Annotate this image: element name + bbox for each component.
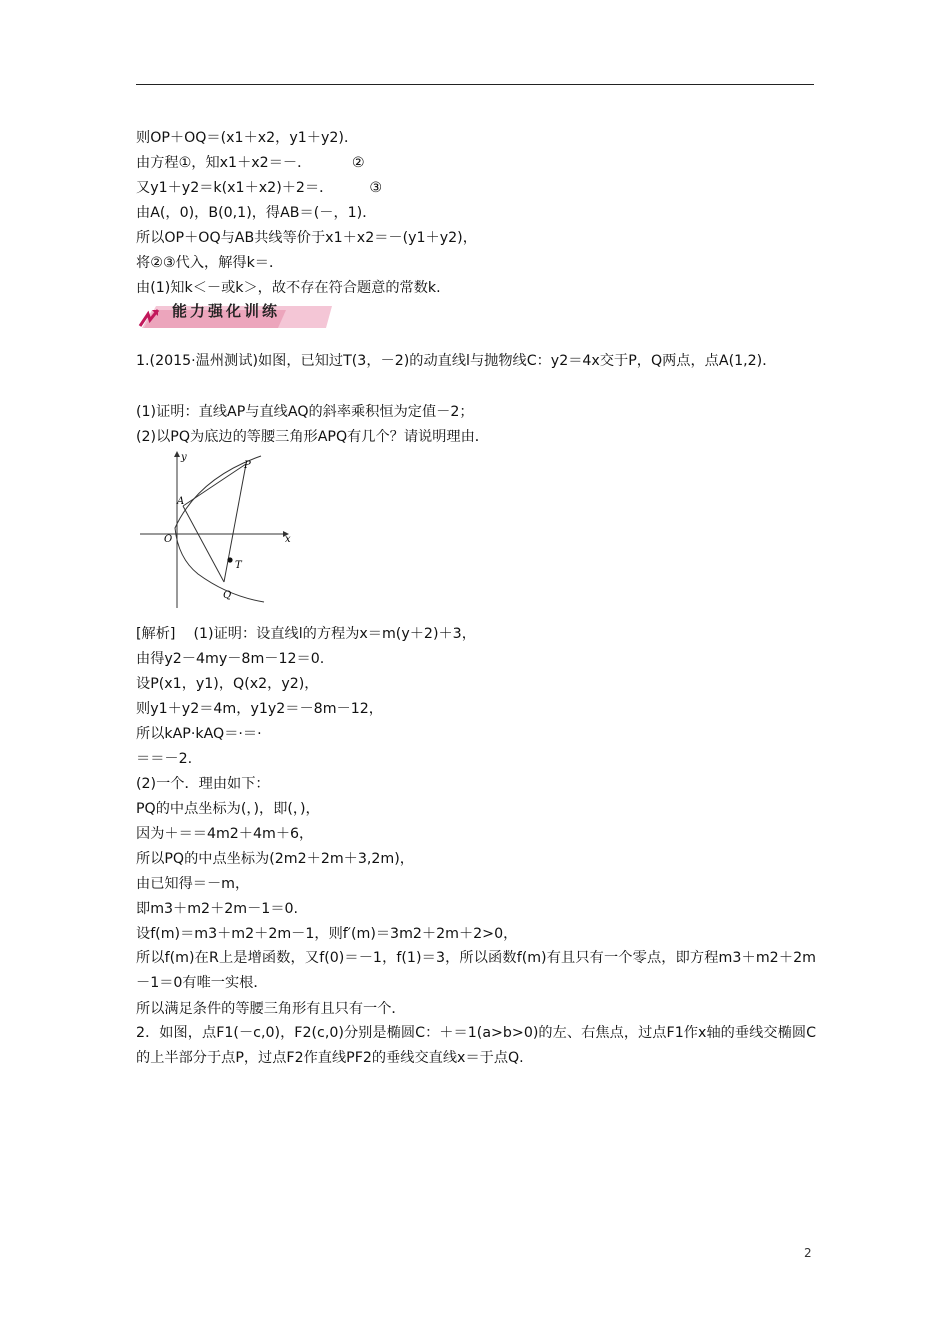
solution-line: 由已知得＝－m， (136, 876, 250, 892)
text-line: 所以OP＋OQ与AB共线等价于x1＋x2＝－(y1＋y2)， (136, 230, 477, 246)
solution-line: ＝＝－2. (136, 751, 193, 767)
solution-line: 设f(m)＝m3＋m2＋2m－1，则f′(m)＝3m2＋2m＋2>0， (136, 926, 518, 942)
point-label-A: A (177, 496, 185, 507)
solution-line: 设P(x1，y1)，Q(x2，y2)， (136, 676, 319, 692)
solution-line: 因为＋＝＝4m2＋4m＋6， (136, 826, 314, 842)
axis-label-y: y (181, 452, 187, 463)
problem-1-q2: (2)以PQ为底边的等腰三角形APQ有几个？请说明理由． (136, 429, 489, 445)
text-line: 将②③代入，解得k＝． (136, 255, 284, 271)
axis-label-x: x (285, 534, 291, 545)
point-label-O: O (164, 534, 173, 545)
point-label-T: T (235, 560, 242, 571)
problem-1-intro: 1.(2015·温州测试)如图，已知过T(3，－2)的动直线l与抛物线C：y2＝4x交于P，Q两点，点A(1,2)． (136, 353, 777, 369)
problem-1-q1: (1)证明：直线AP与直线AQ的斜率乘积恒为定值－2； (136, 404, 474, 420)
section-title: 能力强化训练 (172, 302, 281, 320)
solution-line: PQ的中点坐标为(，)，即(，)， (136, 801, 320, 817)
parabola-figure (138, 448, 298, 610)
text-line: 由方程①，知x1＋x2＝－． ② (136, 155, 365, 171)
header-rule (136, 84, 814, 85)
page-number: 2 (804, 1246, 812, 1260)
solution-line: 则y1＋y2＝4m，y1y2＝－8m－12， (136, 701, 383, 717)
solution-line: 所以PQ的中点坐标为(2m2＋2m＋3,2m)， (136, 851, 414, 867)
text-line: 则OP＋OQ＝(x1＋x2，y1＋y2)． (136, 130, 359, 146)
text-line: 由A(，0)，B(0,1)，得AB＝(－，1)． (136, 205, 377, 221)
solution-line: 由得y2－4my－8m－12＝0. (136, 651, 325, 667)
problem-2: 2．如图，点F1(－c,0)，F2(c,0)分别是椭圆C：＋＝1(a>b>0)的左、右焦点，过点F1作x轴的垂线交椭圆C的上半部分于点P，过点F2作直线PF2的垂线交直线x＝于点Q. (136, 1025, 816, 1066)
text-line: 由(1)知k＜－或k＞，故不存在符合题意的常数k. (136, 280, 441, 296)
solution-line: 即m3＋m2＋2m－1＝0. (136, 901, 299, 917)
solution-paragraph: 所以f(m)在R上是增函数，又f(0)＝－1，f(1)＝3，所以函数f(m)有且只有一个零点，即方程m3＋m2＋2m－1＝0有唯一实根． (136, 950, 816, 991)
solution-line: (2)一个．理由如下： (136, 776, 270, 792)
point-label-P: P (244, 460, 251, 471)
solution-line: 所以kAP·kAQ＝·＝· (136, 726, 262, 742)
text-line: 又y1＋y2＝k(x1＋x2)＋2＝． ③ (136, 180, 383, 196)
solution-line: [解析] (1)证明：设直线l的方程为x＝m(y＋2)＋3， (136, 626, 476, 642)
solution-conclusion: 所以满足条件的等腰三角形有且只有一个． (136, 1001, 406, 1017)
point-label-Q: Q (223, 590, 232, 601)
